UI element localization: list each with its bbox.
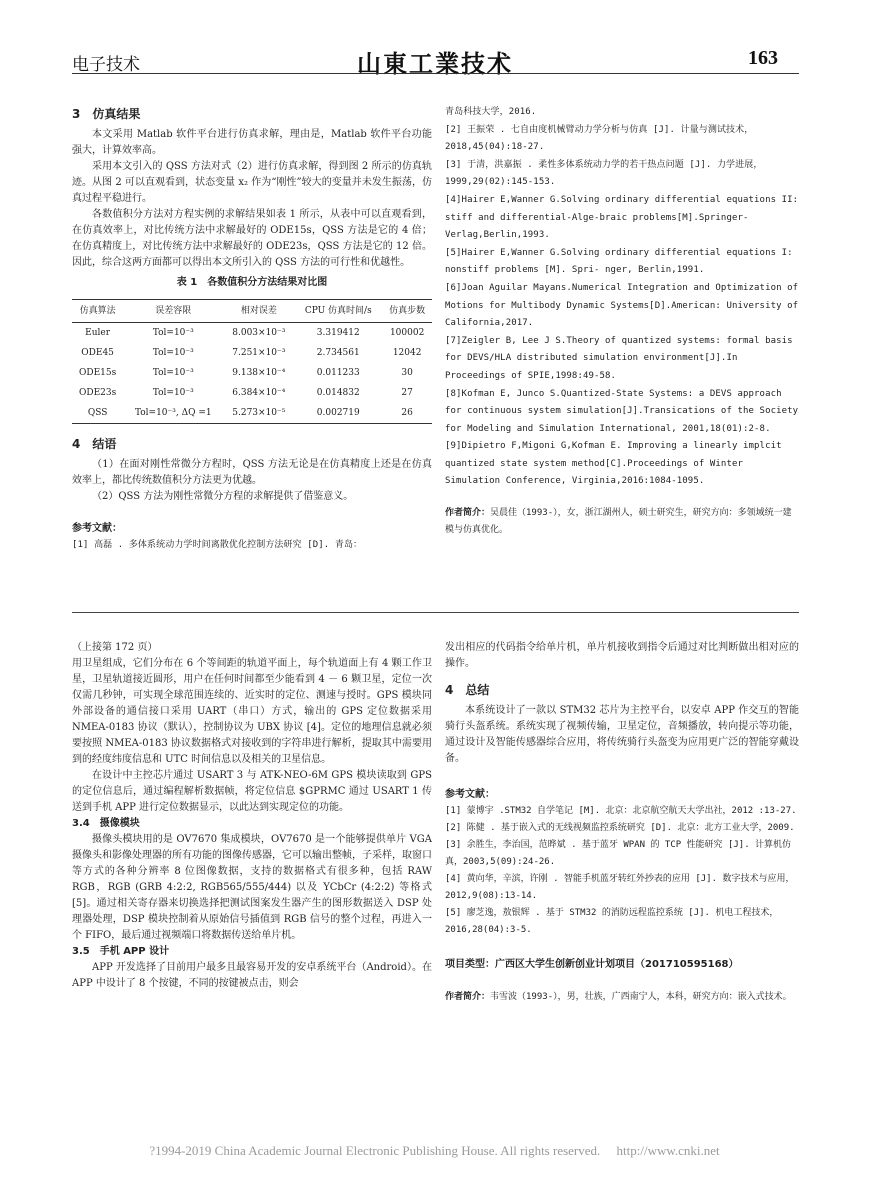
paragraph: APP 开发选择了目前用户最多且最容易开发的安卓系统平台（Android）。在 APP 中设计了 8 个按键，不同的按键被点击，则会 <box>72 962 432 989</box>
header-rule <box>72 73 799 74</box>
top-right-column <box>445 104 799 539</box>
reference-item: [2] 陈健 . 基于嵌入式的无线视频监控系统研究 [D]. 北京：北方工业大学，2009. <box>445 823 795 833</box>
section-3-5-title: 3.5 手机 APP 设计 <box>72 946 170 957</box>
reference-item: [4]Hairer E,Wanner G.Solving ordinary differential equations II: stiff and differential-Alge-braic problems[M].Springer-Verlag,Berlin,1993. <box>445 194 799 241</box>
table-cell: 0.011233 <box>316 368 360 378</box>
references-title: 参考文献： <box>72 523 122 534</box>
reference-item: [8]Kofman E, Junco S.Quantized-State Systems: a DEVS approach for continuous system simulation[J].Transications of the Society for Modeling and Simulation International, 2001,18(01):2-8. <box>445 388 799 434</box>
table-row <box>72 403 432 424</box>
author-bio <box>445 989 799 1006</box>
paragraph: （2）QSS 方法为刚性常微分方程的求解提供了借鉴意义。 <box>92 491 354 502</box>
reference-item: 青岛科技大学，2016. <box>445 107 537 117</box>
table-header-cell: 仿真算法 <box>72 300 123 323</box>
section-label: 电子技术 <box>72 55 140 75</box>
project-type: 项目类型：广西区大学生创新创业计划项目（201710595168） <box>445 959 739 970</box>
table-cell: ODE23s <box>78 388 117 398</box>
table-cell: 27 <box>401 388 413 398</box>
reference-item: [4] 黄向华，辛滨，许刚 . 智能手机蓝牙转红外抄表的应用 [J]. 数字技术与应用，2012,9(08):13-14. <box>445 874 795 901</box>
section-3-4-title: 3.4 摄像模块 <box>72 818 140 829</box>
table-cell: 7.251×10⁻³ <box>232 348 286 358</box>
table-cell: Tol=10⁻³ <box>152 348 194 358</box>
paragraph: 在设计中主控芯片通过 USART 3 与 ATK-NEO-6M GPS 模块读取到 GPS 的定位信息后，通过编程解析数据帧，将定位信息 $GPRMC 通过 USART 1 传送到手机 APP 进行定位数据显示，以此达到实现定位的功能。 <box>72 770 432 813</box>
article-divider <box>72 612 799 613</box>
paragraph: 摄像头模块用的是 OV7670 集成模块，OV7670 是一个能够提供单片 VGA 摄像头和影像处理器的所有功能的图像传感器，它可以输出整帧，子采样，取窗口等方式的各种分辨率 8 位图像数据，支持的数据格式有很多种，包括 RAW RGB，RGB (GRB 4:2:2, RGB565/555/444) 以及 YCbCr (4:2:2) 等格式 [5]。通过相关寄存器来切换选择把测试图案发生器产生的图形数据送入 DSP 处理器处理，DSP 模块控制着从原始信号插值到 RGB 信号的整个过程，再进入一个 FIFO，最后通过视频端口将数据传送给单片机。 <box>72 834 432 941</box>
results-table <box>72 299 432 424</box>
table-cell: 0.002719 <box>294 403 382 424</box>
table-row <box>72 323 432 344</box>
author-bio <box>445 505 799 539</box>
paragraph: 各数值积分方法对方程实例的求解结果如表 1 所示，从表中可以直观看到，在仿真效率上，对比传统方法中求解最好的 ODE15s，QSS 方法是它的 4 倍；在仿真精度上，对比传统方法中求解最好的 ODE23s，QSS 方法是它的 12 倍。因此，综合这两方面都可以得出本文所引入的 QSS 方法的可行性和优越性。 <box>72 209 432 268</box>
table-cell: 2.734561 <box>316 348 360 358</box>
table-header-row <box>72 300 432 323</box>
page-number: 163 <box>748 47 778 69</box>
table-header-cell: 相对误差 <box>223 300 294 323</box>
table-cell: Tol=10⁻³ <box>152 368 194 378</box>
continued-from-note: （上接第 172 页） <box>72 642 158 653</box>
references-title: 参考文献： <box>445 789 495 800</box>
table-caption: 表 1 各数值积分方法结果对比图 <box>176 277 328 288</box>
table-cell: Tol=10⁻³ <box>152 328 194 338</box>
author-text: 吴晨佳（1993-），女，浙江湖州人，硕士研究生，研究方向：多领域统一建模与仿真优化。 <box>445 508 792 536</box>
author-label: 作者简介： <box>445 508 491 519</box>
section-4-title: 4 结语 <box>72 437 117 451</box>
table-cell: QSS <box>72 403 123 424</box>
table-cell: Tol=10⁻³, ΔQ =1 <box>123 403 223 424</box>
bottom-left-column <box>72 640 432 992</box>
reference-item: [6]Joan Aguilar Mayans.Numerical Integration and Optimization of Motions for Multibody Dynamic Systems[D].American: University of California,2017. <box>445 282 799 329</box>
table-cell: 12042 <box>392 348 422 358</box>
copyright-footer: ?1994-2019 China Academic Journal Electronic Publishing House. All rights reserved. http://www.cnki.net <box>149 1143 720 1158</box>
reference-item: [5]Hairer E,Wanner G.Solving ordinary differential equations I: nonstiff problems [M]. Spri- nger, Berlin,1991. <box>445 247 793 276</box>
section-3-title: 3 仿真结果 <box>72 107 141 121</box>
section-4-title: 4 总结 <box>445 683 490 697</box>
reference-item: [1] 蒙博宇 .STM32 自学笔记 [M]. 北京：北京航空航天大学出社，2012 :13-27. <box>445 806 797 816</box>
paragraph: 用卫星组成，它们分布在 6 个等间距的轨道平面上，每个轨道面上有 4 颗工作卫星，卫星轨道接近圆形，用户在任何时间都至少能看到 4 － 6 颗卫星，定位一次仅需几秒钟，可实现全球范围连续的、近实时的定位、测速与授时。GPS 模块同外部设备的通信接口采用 UART（串口）方式，输出的 GPS 定位数据采用 NMEA-0183 协议（默认），控制协议为 UBX 协议 [4]。定位的地理信息就必须要按照 NMEA-0183 协议数据格式对接收到的字符串进行解析，提取其中需要用到的经度纬度信息和 UTC 时间信息以及相关的卫星信息。 <box>72 658 432 765</box>
journal-title: 山東工業技术 <box>357 49 513 78</box>
author-label: 作者简介： <box>445 992 491 1002</box>
table-cell: 6.384×10⁻⁴ <box>232 388 286 398</box>
paragraph: 采用本文引入的 QSS 方法对式（2）进行仿真求解，得到图 2 所示的仿真轨迹。从图 2 可以直观看到，状态变量 x₂ 作为“刚性”较大的变量并未发生振荡，仿真过程平稳进行。 <box>72 161 432 204</box>
top-left-column <box>72 104 432 555</box>
table-cell: ODE45 <box>81 348 114 358</box>
table-cell: Euler <box>85 328 111 338</box>
table-cell: Tol=10⁻³ <box>152 388 194 398</box>
paragraph: 本系统设计了一款以 STM32 芯片为主控平台，以安卓 APP 作交互的智能骑行头盔系统。系统实现了视频传输，卫星定位，音频播放，转向提示等功能，通过设计及智能传感器综合应用，将传统骑行头盔变为应用更广泛的智能穿戴设备。 <box>445 705 799 764</box>
table-header-cell: 仿真步数 <box>382 300 432 323</box>
table-cell: 8.003×10⁻³ <box>232 328 286 338</box>
table-cell: 9.138×10⁻⁴ <box>232 368 286 378</box>
author-text: 韦雪波（1993-），男，壮族，广西南宁人，本科，研究方向：嵌入式技术。 <box>490 992 792 1002</box>
table-row <box>72 363 432 383</box>
table-cell: 30 <box>401 368 413 378</box>
reference-item: [2] 王振荣 . 七自由度机械臂动力学分析与仿真 [J]. 计量与测试技术，2018,45(04):18-27. <box>445 124 754 153</box>
table-header-cell: CPU 仿真时间/s <box>294 300 382 323</box>
paragraph: 发出相应的代码指令给单片机，单片机接收到指令后通过对比判断做出相对应的操作。 <box>445 642 799 669</box>
table-cell: 5.273×10⁻⁵ <box>223 403 294 424</box>
table-row <box>72 383 432 403</box>
bottom-right-column <box>445 640 799 1006</box>
reference-item: [9]Dipietro F,Migoni G,Kofman E. Improving a linearly implcit quantized state system method[C].Proceedings of Winter Simulation Conference, Virginia,2016:1084-1095. <box>445 441 782 487</box>
reference-item: [3] 于清，洪嘉振 . 柔性多体系统动力学的若干热点问题 [J]. 力学进展，1999,29(02):145-153. <box>445 159 763 188</box>
table-cell: ODE15s <box>78 368 117 378</box>
table-cell: 0.014832 <box>316 388 360 398</box>
paragraph: 本文采用 Matlab 软件平台进行仿真求解，理由是，Matlab 软件平台功能强大，计算效率高。 <box>72 129 432 156</box>
reference-item: [1] 高磊 . 多体系统动力学时间离散优化控制方法研究 [D]. 青岛： <box>72 540 363 550</box>
table-cell: 100002 <box>389 328 425 338</box>
table-header-cell: 误差容限 <box>123 300 223 323</box>
paragraph: （1）在面对刚性常微分方程时，QSS 方法无论是在仿真精度上还是在仿真效率上，都比传统数值积分方法更为优越。 <box>72 459 432 486</box>
reference-item: [3] 余胜生，李治国，范晔斌 . 基于蓝牙 WPAN 的 TCP 性能研究 [J]. 计算机仿真，2003,5(09):24-26. <box>445 840 792 867</box>
table-row <box>72 343 432 363</box>
reference-item: [5] 廖芝逸，敖银辉 . 基于 STM32 的消防远程监控系统 [J]. 机电工程技术，2016,28(04):3-5. <box>445 908 779 935</box>
table-cell: 3.319412 <box>316 328 360 338</box>
table-cell: 26 <box>382 403 432 424</box>
reference-item: [7]Zeigler B, Lee J S.Theory of quantized systems: formal basis for DEVS/HLA distributed simulation environment[J].In Proceedings of SPIE,1998:49-58. <box>445 335 793 381</box>
